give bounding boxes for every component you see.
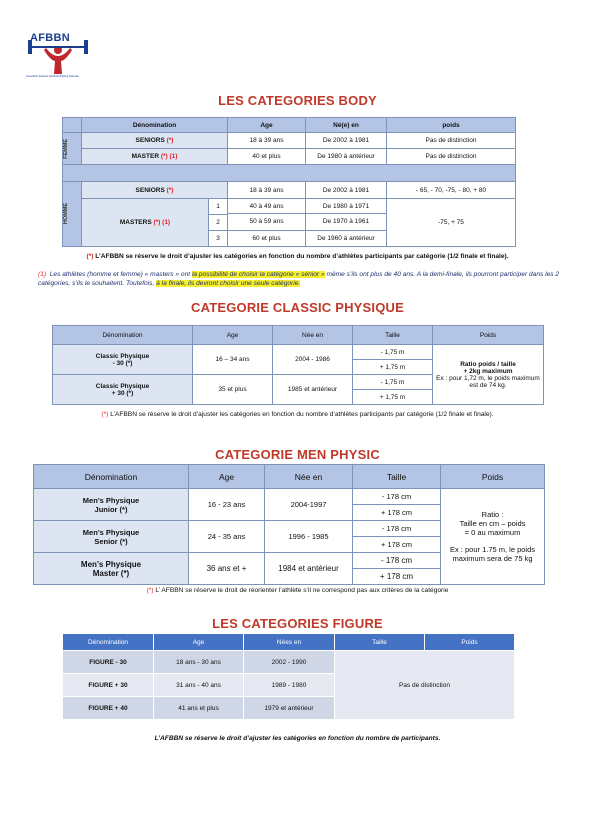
femme-label: FEMME [63, 138, 69, 159]
weight-cell: -75, + 75 [387, 199, 516, 247]
note-text: L’AFBBN se réserve le droit d’ajuster les catégories en fonction du nombre d’athlètes participants par catégorie (1/2 finale et finale). [108, 411, 494, 418]
asterisk-mark: (*) (1) [160, 153, 178, 160]
figure-table [62, 633, 515, 720]
body-note [0, 252, 595, 261]
header-denomination: Dénomination [63, 634, 154, 651]
table-row [34, 489, 545, 505]
born-cell: 2004 - 1986 [273, 345, 353, 375]
classic-title: CATEGORIE CLASSIC PHYSIQUE [191, 300, 404, 315]
header-born: Née en [273, 326, 353, 345]
height-cell: - 1,75 m [353, 345, 433, 360]
masters-cell [82, 199, 228, 247]
figure-title: LES CATEGORIES FIGURE [212, 616, 383, 631]
header-age: Age [154, 634, 244, 651]
table-row [63, 199, 516, 214]
header-height: Taille [353, 465, 441, 489]
age-cell: 18 à 39 ans [228, 133, 306, 149]
weight-cell: - 65, - 70, -75, - 80, + 80 [387, 182, 516, 199]
weight-cell: Pas de distinction [387, 149, 516, 165]
category-label: MASTERS [119, 219, 152, 226]
table-row [63, 149, 516, 165]
weight-cell: Pas de distinction [387, 133, 516, 149]
men-title: CATEGORIE MEN PHYSIC [215, 447, 380, 462]
age-cell: 41 ans et plus [154, 697, 244, 720]
age-cell: 40 à 49 ans [228, 199, 306, 214]
weight-cell [433, 345, 544, 405]
category-name: FIGURE + 40 [63, 697, 154, 720]
category-name [82, 199, 208, 246]
classic-table [52, 325, 544, 405]
asterisk-mark: (*) [166, 137, 174, 144]
header-born: Née en [265, 465, 353, 489]
footnote-number: (1) [38, 271, 47, 278]
header-denomination: Dénomination [53, 326, 193, 345]
category-name [82, 133, 228, 149]
category-name: Men’s Physique Master (*) [34, 553, 189, 585]
born-cell: De 1960 à antérieur [306, 230, 387, 246]
header-denomination: Dénomination [82, 118, 228, 133]
category-label: SENIORS [135, 137, 165, 144]
height-cell: - 1,75 m [353, 375, 433, 390]
age-cell: 50 à 59 ans [228, 214, 306, 230]
homme-label: HOMME [63, 203, 69, 225]
height-cell: - 178 cm [353, 553, 441, 569]
footnote-highlight: la possibilité de choisir la catégorie « sénior » [191, 271, 325, 278]
header-height: Taille [335, 634, 425, 651]
body-title: LES CATEGORIES BODY [218, 93, 377, 108]
category-name: Men’s Physique Senior (*) [34, 521, 189, 553]
age-cell: 18 à 39 ans [228, 182, 306, 199]
height-cell: + 1,75 m [353, 390, 433, 405]
born-cell: 1979 et antérieur [244, 697, 335, 720]
asterisk-mark: (*) [166, 186, 174, 194]
age-cell: 60 et plus [228, 230, 306, 246]
weight-cell [441, 489, 545, 585]
separator-row [63, 165, 516, 182]
header-weight: poids [387, 118, 516, 133]
height-cell: - 178 cm [353, 521, 441, 537]
asterisk-mark: (*) [86, 253, 94, 260]
body-table [62, 117, 516, 247]
table-row [53, 345, 544, 360]
height-cell: + 1,75 m [353, 360, 433, 375]
weight-example: Ex : pour 1.75 m, le poids maximum sera de 75 kg [449, 545, 536, 563]
age-cell: 36 ans et + [189, 553, 265, 585]
age-cell: 16 – 34 ans [193, 345, 273, 375]
asterisk-mark: (*) [101, 411, 109, 418]
homme-label-cell [63, 182, 82, 247]
born-cell: 2004-1997 [265, 489, 353, 521]
body-footnote [38, 270, 568, 288]
figure-note: L’AFBBN se réserve le droit d’ajuster les catégories en fonction du nombre de participants. [154, 735, 441, 742]
master-num: 2 [209, 215, 227, 231]
born-cell: 1984 et antérieur [265, 553, 353, 585]
weight-example: Ex : pour 1,72 m, le poids maximum est de 74 kg. [436, 374, 540, 389]
born-cell: De 2002 à 1981 [306, 182, 387, 199]
born-cell: De 1980 à antérieur [306, 149, 387, 165]
men-table [33, 464, 545, 585]
category-label: SENIORS [135, 186, 165, 194]
age-cell: 16 - 23 ans [189, 489, 265, 521]
weight-ratio: Ratio poids / taille + 2kg maximum [460, 360, 516, 375]
age-cell: 31 ans - 40 ans [154, 674, 244, 697]
table-row [63, 651, 515, 674]
note-text: L’AFBBN se réserve le droit d’ajuster les catégories en fonction du nombre d’athlètes participants par catégorie (1/2 finale et finale). [93, 253, 509, 260]
age-cell: 35 et plus [193, 375, 273, 405]
header-age: Age [189, 465, 265, 489]
category-name: FIGURE + 30 [63, 674, 154, 697]
note-text: L’ AFBBN se réserve le droit de réorienter l’athlète s’il ne correspond pas aux critères de la catégorie [153, 587, 449, 594]
category-name: Men’s Physique Junior (*) [34, 489, 189, 521]
footnote-highlight: à la finale, ils devront choisir une seule catégorie. [156, 280, 301, 287]
table-row [63, 182, 516, 199]
merged-cell: Pas de distinction [335, 651, 515, 720]
born-cell: 1985 et antérieur [273, 375, 353, 405]
corner-cell [63, 118, 82, 133]
category-name: Classic Physique + 30 (*) [53, 375, 193, 405]
footnote-text: même s’ils ont plus de 40 ans. A la demi-finale, ils pourront participer dans les 2 catégories, s’ils le souhaitent. Toutefois, [38, 271, 560, 287]
header-height: Taille [353, 326, 433, 345]
header-weight: Poids [433, 326, 544, 345]
category-name [82, 182, 228, 199]
master-num: 3 [216, 235, 220, 242]
header-weight: Poids [425, 634, 515, 651]
classic-note [0, 410, 595, 419]
height-cell: + 178 cm [353, 569, 441, 585]
age-cell: 40 et plus [228, 149, 306, 165]
master-num: 1 [209, 199, 227, 215]
born-cell: De 2002 à 1981 [306, 133, 387, 149]
height-cell: + 178 cm [353, 537, 441, 553]
category-name: FIGURE - 30 [63, 651, 154, 674]
age-cell: 18 ans - 30 ans [154, 651, 244, 674]
header-age: Age [193, 326, 273, 345]
header-weight: Poids [441, 465, 545, 489]
born-cell: 1996 - 1985 [265, 521, 353, 553]
logo-subtitle: Association Fédérale des Body Building Nationale [26, 75, 79, 78]
logo-text: AFBBN [30, 32, 70, 44]
category-label: MASTER [131, 153, 160, 160]
age-cell: 24 - 35 ans [189, 521, 265, 553]
footnote-text: Les athlètes (homme et femme) « masters » ont [49, 271, 192, 278]
asterisk-mark: (*) (1) [153, 219, 171, 226]
height-cell: - 178 cm [353, 489, 441, 505]
height-cell: + 178 cm [353, 505, 441, 521]
header-denomination: Dénomination [34, 465, 189, 489]
table-row [63, 133, 516, 149]
femme-label-cell [63, 133, 82, 165]
born-cell: De 1980 à 1971 [306, 199, 387, 214]
header-age: Age [228, 118, 306, 133]
men-note [0, 586, 595, 595]
category-name [82, 149, 228, 165]
weight-ratio: Ratio : Taille en cm – poids = 0 au maximum [459, 510, 526, 537]
header-born: Né(e) en [306, 118, 387, 133]
afbbn-logo [24, 30, 92, 82]
born-cell: 2002 - 1990 [244, 651, 335, 674]
header-born: Nées en [244, 634, 335, 651]
born-cell: 1989 - 1980 [244, 674, 335, 697]
born-cell: De 1970 à 1961 [306, 214, 387, 230]
asterisk-mark: (*) [146, 587, 154, 594]
category-name: Classic Physique - 30 (*) [53, 345, 193, 375]
